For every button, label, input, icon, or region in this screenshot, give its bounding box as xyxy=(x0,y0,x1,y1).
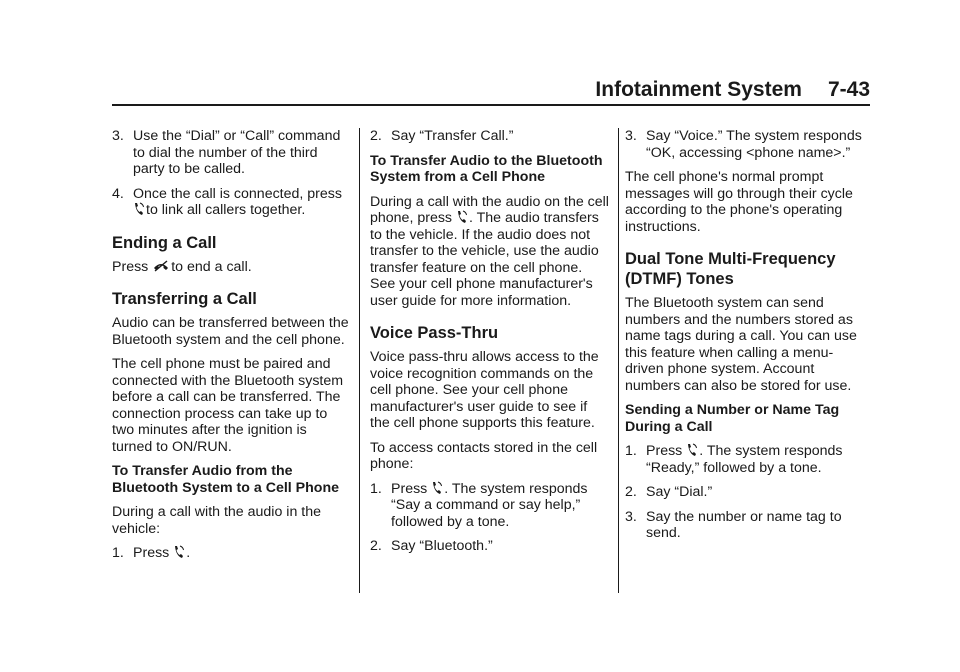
subheading: Sending a Number or Name Tag During a Call xyxy=(625,402,840,435)
list-item: 3. Use the “Dial” or “Call” command to dial the number of the third party to be called. xyxy=(112,128,341,177)
section-heading: Dual Tone Multi-Frequency (DTMF) Tones xyxy=(625,250,836,288)
section-title: Infotainment System xyxy=(595,78,802,101)
list-item: 1. Press . The system responds “Ready,” followed by a tone. xyxy=(625,443,843,476)
paragraph: The cell phone must be paired and connected with the Bluetooth system before a call can be transferred. The connection process can take up to two minutes after the ignition is turned to ON/RUN. xyxy=(112,356,344,455)
page-header xyxy=(112,78,870,104)
paragraph: Press to end a call. xyxy=(112,258,252,275)
paragraph: Audio can be transferred between the Bluetooth system and the cell phone. xyxy=(112,315,349,348)
header-title xyxy=(595,78,870,102)
column-1 xyxy=(112,128,350,570)
subheading: To Transfer Audio to the Bluetooth System from a Cell Phone xyxy=(370,152,603,185)
paragraph: The Bluetooth system can send numbers and the numbers stored as name tags during a call. You can use this feature when calling a menu-driven phone system. Account numbers can also be stored for use. xyxy=(625,295,857,394)
paragraph: During a call with the audio on the cell phone, press . The audio transfers to the vehicle. If the audio does not transfer to the vehicle, use the audio transfer feature on the cell phone. See your cell phone manufacturer's user guide for more information. xyxy=(370,193,609,309)
column-divider xyxy=(359,128,360,593)
column-2 xyxy=(370,128,610,563)
end-call-icon xyxy=(153,260,169,272)
list-item: 2. Say “Dial.” xyxy=(625,484,713,500)
push-to-talk-icon xyxy=(687,443,697,457)
paragraph: The cell phone's normal prompt messages will go through their cycle according to the phone's operating instructions. xyxy=(625,169,853,235)
list-item: 1. Press . xyxy=(112,545,191,561)
header-rule xyxy=(112,104,870,106)
column-divider xyxy=(618,128,619,593)
paragraph: During a call with the audio in the vehicle: xyxy=(112,504,321,537)
paragraph: To access contacts stored in the cell phone: xyxy=(370,439,598,472)
page-number: 7-43 xyxy=(827,78,870,101)
push-to-talk-icon xyxy=(432,481,442,495)
list-item: 2. Say “Bluetooth.” xyxy=(370,538,493,554)
list-item: 1. Press . The system responds “Say a command or say help,” followed by a tone. xyxy=(370,480,588,530)
push-to-talk-icon xyxy=(134,202,144,216)
list-item: 3. Say the number or name tag to send. xyxy=(625,508,842,541)
section-heading: Transferring a Call xyxy=(112,290,257,308)
subheading: To Transfer Audio from the Bluetooth System to a Cell Phone xyxy=(112,463,340,496)
column-3 xyxy=(625,128,870,550)
list-item: 4. Once the call is connected, press to link all callers together. xyxy=(112,185,342,218)
push-to-talk-icon xyxy=(174,545,184,559)
list-item: 3. Say “Voice.” The system responds “OK, accessing <phone name>.” xyxy=(625,128,862,161)
push-to-talk-icon xyxy=(457,210,467,224)
paragraph: Voice pass-thru allows access to the voice recognition commands on the cell phone. See your cell phone manufacturer's user guide to see if the cell phone supports this feature. xyxy=(370,349,599,431)
section-heading: Ending a Call xyxy=(112,233,217,252)
list-item: 2. Say “Transfer Call.” xyxy=(370,128,514,144)
section-heading: Voice Pass-Thru xyxy=(370,324,499,342)
